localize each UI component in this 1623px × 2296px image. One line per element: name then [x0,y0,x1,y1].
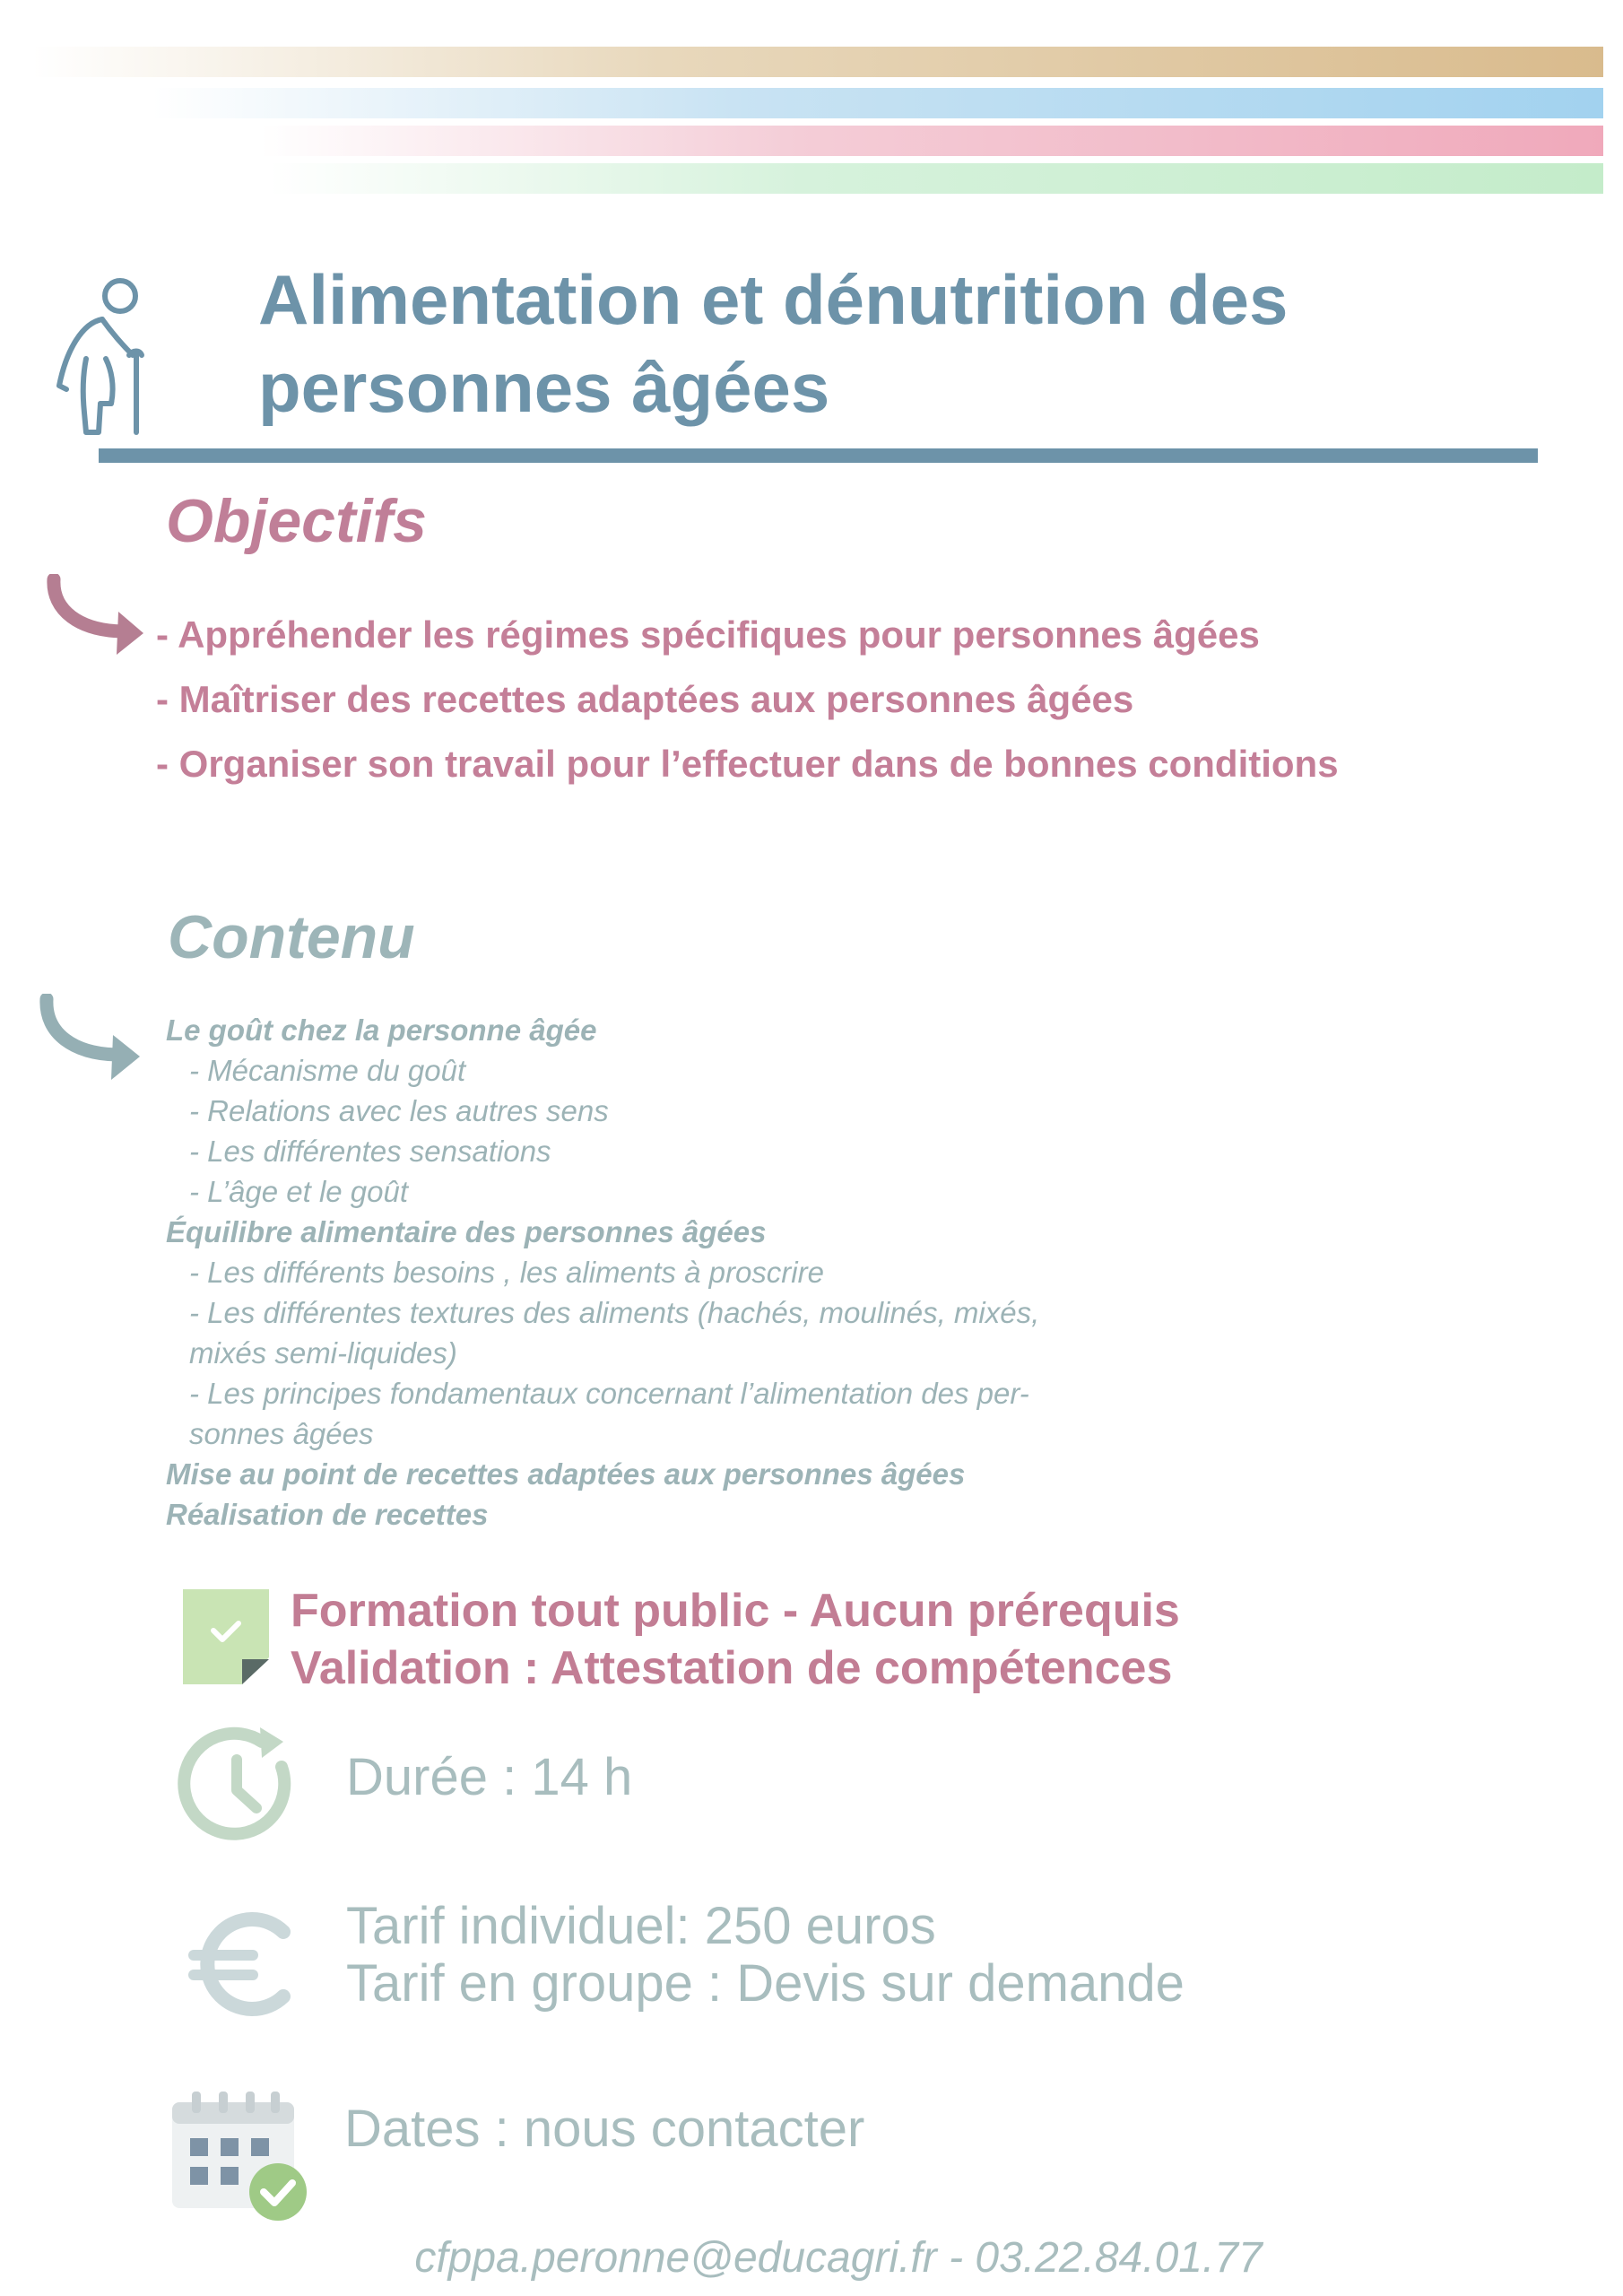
contenu-item: - Les différentes textures des aliments (hachés, moulinés, mixés, [189,1296,1040,1329]
contenu-item: - Les principes fondamentaux concernant l’alimentation des per- [189,1377,1029,1410]
objectif-item: - Appréhender les régimes spécifiques pour personnes âgées [156,613,1260,656]
contenu-item: mixés semi-liquides) [189,1336,457,1370]
contenu-heading: Contenu [168,903,415,971]
objectifs-list [156,603,1339,796]
tarif-groupe-text: Tarif en groupe : Devis sur demande [346,1954,1185,2013]
public-text: Formation tout public - Aucun prérequis [291,1585,1180,1637]
contenu-section: Le goût chez la personne âgée [166,1013,597,1047]
euro-icon [188,1910,296,2018]
contenu-section: Réalisation de recettes [166,1498,489,1531]
tarif-individuel-text: Tarif individuel: 250 euros [346,1897,936,1955]
decor-stripe-blue [152,88,1603,118]
elderly-person-icon [47,269,154,439]
contenu-item: - Les différentes sensations [189,1135,551,1168]
objectifs-heading: Objectifs [166,487,427,555]
contenu-section: Équilibre alimentaire des personnes âgées [166,1215,767,1248]
validation-text: Validation : Attestation de compétences [291,1642,1173,1694]
contenu-section: Mise au point de recettes adaptées aux personnes âgées [166,1457,966,1491]
page-title [258,256,1514,431]
arrow-teal-icon [36,994,152,1092]
decor-stripe-pink [260,126,1603,156]
duree-text: Durée : 14 h [346,1748,633,1806]
dates-text: Dates : nous contacter [344,2100,865,2158]
objectif-item: - Organiser son travail pour l’effectuer dans de bonnes conditions [156,743,1339,785]
title-line-2: personnes âgées [258,348,830,427]
calendar-icon [170,2090,314,2224]
contenu-list [166,1010,1242,1535]
certificate-icon [183,1589,269,1684]
contenu-item: - Les différents besoins , les aliments à proscrire [189,1256,824,1289]
contenu-item: - Relations avec les autres sens [189,1094,609,1127]
contenu-item: - L’âge et le goût [189,1175,409,1208]
title-underline [99,448,1538,463]
contenu-item: - Mécanisme du goût [189,1054,466,1087]
arrow-pink-icon [43,574,151,664]
footer-contact: cfppa.peronne@educagri.fr - 03.22.84.01.77 [414,2234,1263,2282]
decor-stripe-green [269,163,1603,194]
title-line-1: Alimentation et dénutrition des [258,260,1289,339]
objectif-item: - Maîtriser des recettes adaptées aux personnes âgées [156,678,1134,720]
contenu-item: sonnes âgées [189,1417,374,1450]
decor-stripe-gold [32,47,1603,77]
clock-icon [176,1722,301,1848]
